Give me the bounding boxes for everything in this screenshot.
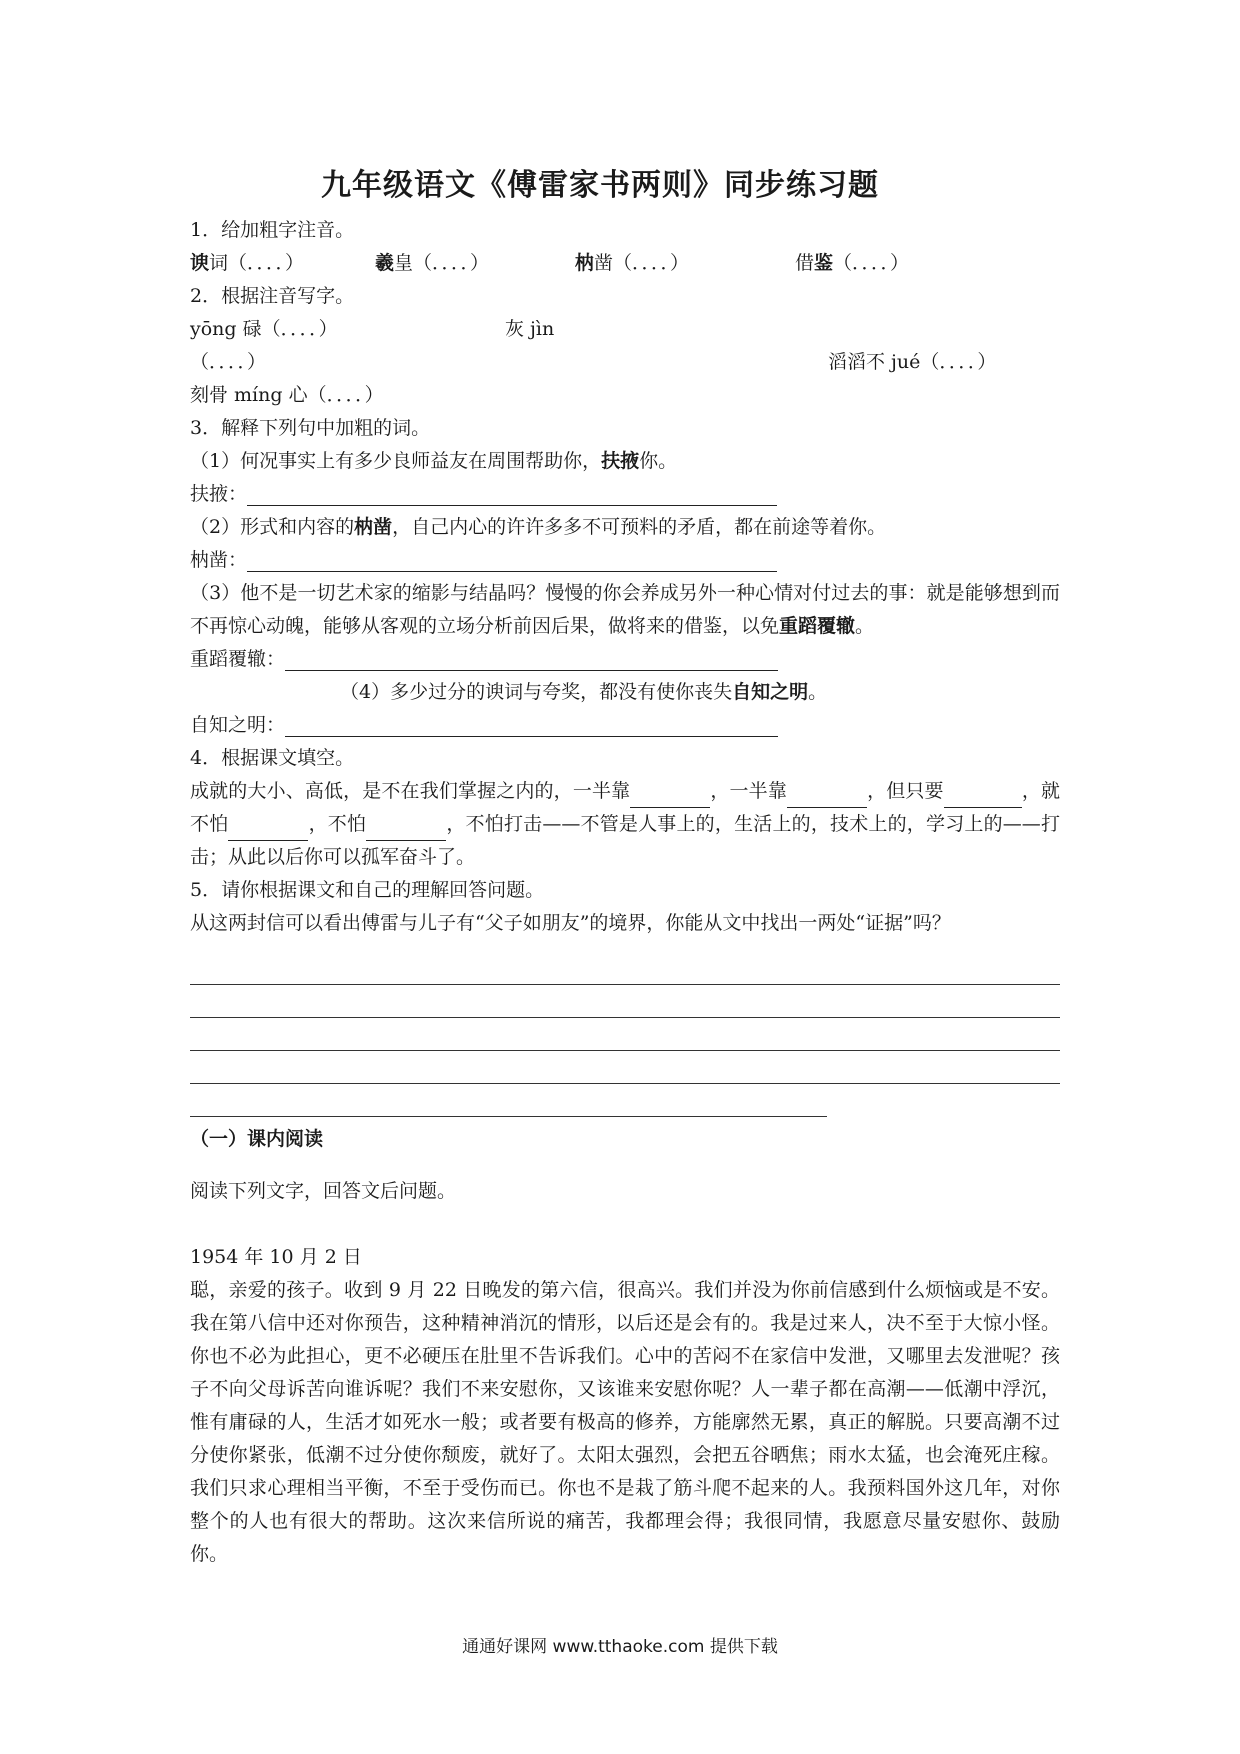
letter-body: 聪，亲爱的孩子。收到 9 月 22 日晚发的第六信，很高兴。我们并没为你前信感到什么烦恼或是不安。我在第八信中还对你预告，这种精神消沉的情形，以后还是会有的。我是过来人，决不至于大惊小怪。你也不必为此担心，更不必硬压在肚里不告诉我们。心中的苦闷不在家信中发泄，又哪里去发泄呢？孩子不向父母诉苦向谁诉呢？我们不来安慰你，又该谁来安慰你呢？人一辈子都在高潮——低潮中浮沉，惟有庸碌的人，生活才如死水一般；或者要有极高的修养，方能廓然无累，真正的解脱。只要高潮不过分使你紧张，低潮不过分使你颓废，就好了。太阳太强烈，会把五谷晒焦；雨水太猛，也会淹死庄稼。我们只求心理相当平衡，不至于受伤而已。你也不是栽了筋斗爬不起来的人。我预料国外这几年，对你整个的人也有很大的帮助。这次来信所说的痛苦，我都理会得；我很同情，我愿意尽量安慰你、鼓励你。 [190, 1279, 1060, 1565]
q3-label-3: 重蹈覆辙： [190, 648, 286, 670]
q1-items [190, 247, 1060, 280]
fill-blank[interactable] [944, 785, 1022, 808]
worksheet-page [190, 160, 1060, 1571]
answer-line[interactable] [190, 1084, 827, 1117]
q3-prompt: 3．解释下列句中加粗的词。 [190, 417, 431, 439]
answer-blank[interactable] [285, 714, 778, 737]
q5-prompt: 5．请你根据课文和自己的理解回答问题。 [190, 879, 545, 901]
q4-prompt: 4．根据课文填空。 [190, 747, 355, 769]
q3-label-2: 枘凿： [190, 549, 248, 571]
answer-blank[interactable] [247, 549, 777, 572]
answer-line[interactable] [190, 952, 1060, 985]
q2-item-e: 刻骨 míng 心（．．．．） [190, 384, 384, 406]
answer-blank[interactable] [247, 483, 777, 506]
q2-item-d: 滔滔不 jué（．．．．） [828, 351, 997, 373]
q3-answer-3 [190, 643, 1060, 676]
q3-answer-2 [190, 544, 1060, 577]
q5-question: 从这两封信可以看出傅雷与儿子有“父子如朋友”的境界，你能从文中找出一两处“证据”吗？ [190, 912, 951, 934]
fill-blank[interactable] [787, 785, 867, 808]
q2-item-b: 灰 jìn [505, 318, 555, 340]
q2-row-2 [190, 346, 1060, 379]
q2-prompt: 2．根据注音写字。 [190, 285, 355, 307]
q5-answer-area [190, 952, 1060, 1117]
answer-line[interactable] [190, 1051, 1060, 1084]
q2-item-a: yōng 碌（．．．．） [190, 318, 338, 340]
q1-item-1: 谀词（．．．．） [190, 252, 305, 274]
answer-blank[interactable] [285, 648, 778, 671]
footer-credit: 通通好课网 www.tthaoke.com 提供下载 [462, 1637, 778, 1657]
q3-answer-1 [190, 478, 1060, 511]
page-title: 九年级语文《傅雷家书两则》同步练习题 [321, 168, 879, 203]
q3-label-4: 自知之明： [190, 714, 286, 736]
letter-date: 1954 年 10 月 2 日 [190, 1246, 362, 1268]
q1-prompt: 1．给加粗字注音。 [190, 219, 355, 241]
q3-label-1: 扶掖： [190, 483, 248, 505]
reading-instruction: 阅读下列文字，回答文后问题。 [190, 1180, 457, 1202]
q1-item-4: 借鉴（．．．．） [795, 252, 910, 274]
answer-line[interactable] [190, 985, 1060, 1018]
q1-item-3: 枘凿（．．．．） [575, 252, 690, 274]
q3-answer-4 [190, 709, 1060, 742]
q3-sentence-4: （4）多少过分的谀词与夸奖，都没有使你丧失自知之明。 [340, 681, 828, 703]
reading-heading: （一）课内阅读 [190, 1128, 324, 1150]
answer-line[interactable] [190, 1018, 1060, 1051]
fill-blank[interactable] [366, 818, 446, 841]
q2-item-c: （．．．．） [190, 351, 267, 373]
q3-sentence-3: （3）他不是一切艺术家的缩影与结晶吗？慢慢的你会养成另外一种心情对付过去的事：就是能够想到而不再惊心动魄，能够从客观的立场分析前因后果，做将来的借鉴，以免重蹈覆辙。 [190, 582, 1060, 637]
q2-row-1 [190, 313, 1060, 346]
q3-sentence-2: （2）形式和内容的枘凿，自己内心的许许多多不可预料的矛盾，都在前途等着你。 [190, 516, 887, 538]
q1-item-2: 羲皇（．．．．） [375, 252, 490, 274]
fill-blank[interactable] [228, 818, 308, 841]
fill-blank[interactable] [630, 785, 710, 808]
q3-sentence-1: （1）何况事实上有多少良师益友在周围帮助你，扶掖你。 [190, 450, 678, 472]
q4-fill-text: 成就的大小、高低，是不在我们掌握之内的，一半靠 ，一半靠 ，但只要 ，就不怕 ，不怕 ，不怕打击——不管是人事上的，生活上的，技术上的，学习上的——打击；从此以后你可以孤军奋斗了。 [190, 780, 1060, 868]
